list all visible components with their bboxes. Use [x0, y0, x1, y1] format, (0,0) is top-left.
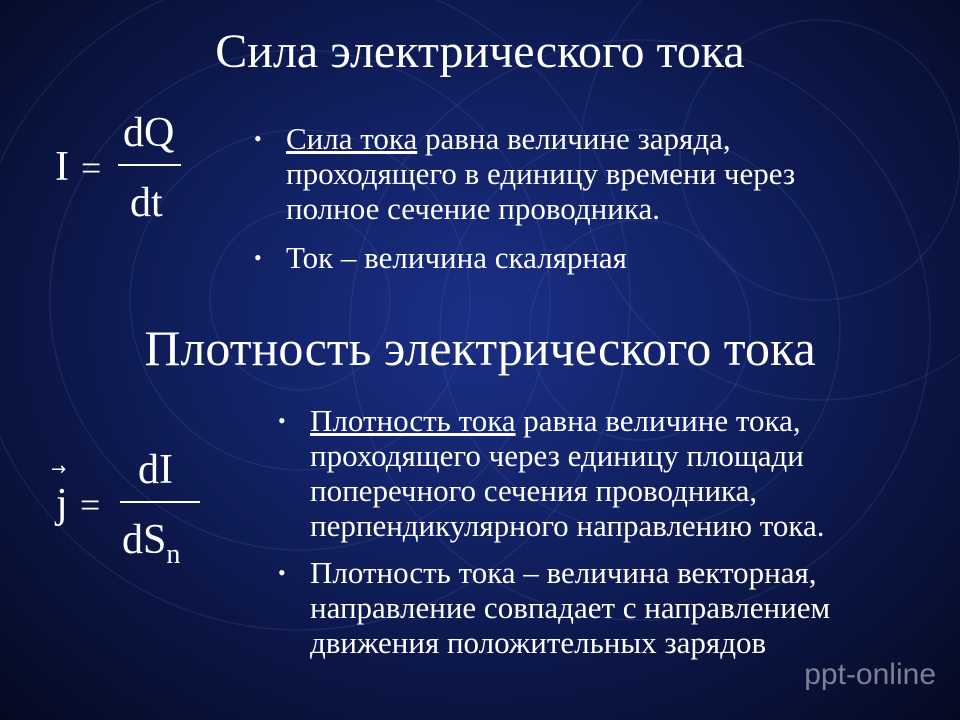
formula-lhs: j [56, 481, 68, 527]
density-bullets [278, 403, 830, 672]
bullet-text: Ток – величина скалярная [286, 240, 627, 275]
bullet-text: проходящего через единицу площади [310, 438, 804, 473]
vector-arrow: → [51, 459, 67, 480]
bullet-text: Плотность тока – величина векторная, [310, 555, 817, 590]
bullet-text: направление совпадает с направлением [310, 590, 831, 625]
formula-equals: = [80, 485, 101, 525]
bullet-text: поперечного сечения проводника, [310, 473, 758, 508]
bullet-text: проходящего в единицу времени через [286, 156, 796, 191]
formula-numerator: dI [138, 447, 173, 493]
bullet-dot: • [254, 245, 262, 270]
formula-denominator: dt [130, 180, 163, 226]
bullet-dot: • [278, 408, 286, 433]
current-formula [55, 108, 195, 228]
formula-denominator [122, 517, 180, 570]
bullet-text: движения положительных зарядов [310, 625, 767, 660]
bullet-text: равна величине заряда, [417, 121, 731, 156]
formula-lhs: I [55, 144, 69, 190]
formula-equals: = [81, 148, 102, 188]
bullet-dot: • [278, 560, 286, 585]
current-bullets [254, 121, 795, 289]
page-title-current: Сила электрического тока [215, 25, 745, 78]
formula-denominator-main: dS [122, 517, 167, 563]
formula-denominator-sub: n [166, 539, 181, 570]
term-underlined: Плотность тока [310, 403, 516, 438]
list-item [254, 121, 795, 226]
list-item [278, 403, 830, 543]
bullet-dot: • [254, 126, 262, 151]
formula-numerator: dQ [123, 110, 175, 156]
density-formula [48, 445, 208, 570]
list-item [254, 240, 795, 275]
bullet-text: равна величине тока, [515, 403, 801, 438]
list-item [278, 555, 830, 660]
bullet-text: перпендикулярного направлению тока. [310, 508, 825, 543]
bullet-text: полное сечение проводника. [286, 191, 660, 226]
section-title-density: Плотность электрического тока [144, 320, 816, 376]
term-underlined: Сила тока [286, 121, 418, 156]
watermark: ppt-online [804, 658, 936, 691]
